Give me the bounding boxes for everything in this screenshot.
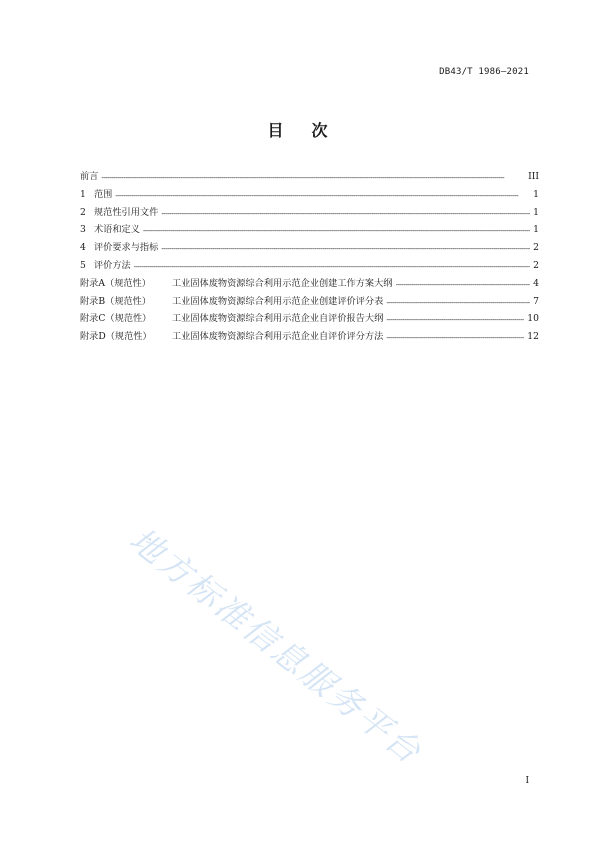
toc-label: 工业固体废物资源综合利用示范企业创建工作方案大纲	[172, 277, 393, 289]
toc-number: 3	[80, 224, 86, 236]
toc-number: 5	[80, 259, 86, 271]
page-title	[0, 118, 595, 141]
toc-appendix-prefix: 附录B（规范性）	[80, 295, 152, 307]
toc-entry-appendix-b[interactable]	[80, 293, 539, 311]
toc-page: 2	[533, 259, 539, 271]
toc-page: 7	[533, 295, 539, 307]
toc-page: 2	[533, 242, 539, 254]
toc-entry-4[interactable]	[80, 239, 539, 257]
toc-page: 1	[533, 188, 539, 200]
toc-label: 评价要求与指标	[94, 242, 159, 254]
toc-label: 工业固体废物资源综合利用示范企业自评价报告大纲	[172, 313, 384, 325]
toc-entry-2[interactable]	[80, 204, 539, 222]
toc-entry-3[interactable]	[80, 221, 539, 239]
toc-page: 4	[533, 277, 539, 289]
toc-entry-1[interactable]	[80, 186, 539, 204]
title-char-1: 目	[267, 121, 284, 140]
toc-leader	[161, 245, 530, 254]
toc-label: 范围	[94, 188, 113, 200]
toc-label: 评价方法	[94, 259, 131, 271]
toc-page: 10	[527, 313, 539, 325]
toc-leader	[115, 192, 530, 201]
toc-page: 1	[533, 206, 539, 218]
toc-number: 1	[80, 188, 86, 200]
toc-leader	[386, 334, 524, 343]
toc-leader	[161, 210, 530, 219]
table-of-contents	[80, 168, 539, 346]
toc-page: 1	[533, 224, 539, 236]
toc-label: 工业固体废物资源综合利用示范企业自评价评分方法	[172, 331, 384, 343]
toc-appendix-prefix: 附录C（规范性）	[80, 313, 152, 325]
toc-label: 前言	[80, 171, 99, 182]
toc-appendix-prefix: 附录D（规范性）	[80, 331, 152, 343]
toc-number: 4	[80, 242, 86, 254]
toc-label: 术语和定义	[94, 224, 140, 236]
toc-entry-appendix-a[interactable]	[80, 275, 539, 293]
toc-leader	[386, 316, 524, 325]
watermark: 地方标准信息服务平台	[122, 519, 430, 773]
toc-page: III	[528, 171, 539, 182]
toc-label: 规范性引用文件	[94, 206, 159, 218]
toc-leader	[143, 227, 530, 236]
toc-leader	[134, 263, 530, 272]
toc-label: 工业固体废物资源综合利用示范企业创建评价评分表	[172, 295, 384, 307]
document-code: DB43/T 1986—2021	[439, 67, 529, 77]
toc-appendix-prefix: 附录A（规范性）	[80, 277, 151, 289]
toc-entry-appendix-c[interactable]	[80, 310, 539, 328]
toc-entry-5[interactable]	[80, 257, 539, 275]
title-char-2: 次	[311, 121, 328, 140]
page-number: I	[525, 776, 529, 786]
toc-entry-appendix-d[interactable]	[80, 328, 539, 346]
toc-number: 2	[80, 206, 86, 218]
toc-leader	[396, 281, 531, 290]
toc-leader	[101, 174, 525, 183]
toc-page: 12	[527, 331, 539, 343]
toc-entry-foreword[interactable]	[80, 168, 539, 186]
toc-leader	[386, 299, 530, 308]
